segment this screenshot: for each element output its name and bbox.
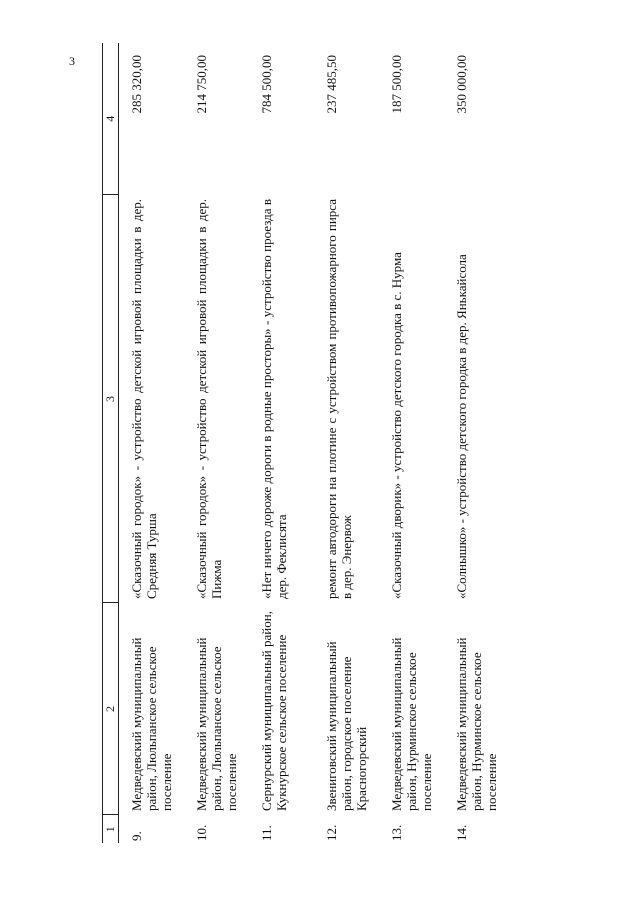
column-header-1: 1 <box>103 815 119 843</box>
project-description-cell: ремонт автодороги на плотине с устройством противопожарного пирса в дер. Энервож <box>324 199 354 599</box>
column-header-2: 2 <box>103 603 119 815</box>
column-header-4: 4 <box>103 43 119 195</box>
rotated-table-container <box>102 43 522 843</box>
row-number: 9. <box>129 831 144 841</box>
amount-cell: 214 750,00 <box>194 55 209 114</box>
row-number: 13. <box>389 824 404 841</box>
municipality-cell: Медведевский муниципальный район, Люльпанское сельское поселение <box>194 637 239 811</box>
municipality-cell: Звениговский муниципальный район, городское поселение Красногорский <box>324 641 369 811</box>
table-header <box>103 43 119 843</box>
table-row <box>119 43 185 843</box>
project-description-cell: «Нет ничего дороже дороги в родные просторы» - устройство проезда в дер. Феклисята <box>259 199 289 599</box>
row-number: 11. <box>259 825 274 841</box>
row-number: 14. <box>454 824 469 841</box>
row-number: 12. <box>324 824 339 841</box>
amount-cell: 187 500,00 <box>389 55 404 114</box>
column-header-3: 3 <box>103 195 119 603</box>
amount-cell: 237 485,50 <box>324 55 339 114</box>
project-description-cell: «Сказочный городок» - устройство детской игровой площадки в дер. Средняя Турша <box>129 199 159 599</box>
municipality-cell: Сернурский муниципальный район, Кукнурское сельское поселение <box>259 611 289 811</box>
amount-cell: 784 500,00 <box>259 55 274 114</box>
header-row <box>103 43 119 843</box>
project-description-cell: «Сказочный городок» - устройство детской игровой площадки в дер. Пижма <box>194 199 224 599</box>
project-description-cell: «Сказочный дворик» - устройство детского городка в с. Нурма <box>389 252 404 599</box>
table-row <box>444 43 509 843</box>
table-row <box>379 43 444 843</box>
table-row <box>314 43 379 843</box>
page-number: 3 <box>69 54 75 68</box>
table-row <box>184 43 249 843</box>
municipality-cell: Медведевский муниципальный район, Люльпанское сельское поселение <box>129 637 174 811</box>
municipality-cell: Медведевский муниципальный район, Нурминское сельское поселение <box>389 637 434 811</box>
municipality-cell: Медведевский муниципальный район, Нурминское сельское поселение <box>454 637 499 811</box>
row-number: 10. <box>194 824 209 841</box>
amount-cell: 285 320,00 <box>129 55 144 114</box>
table-row <box>249 43 314 843</box>
amount-cell: 350 000,00 <box>454 55 469 114</box>
projects-table <box>102 43 509 843</box>
project-description-cell: «Солнышко» - устройство детского городка в дер. Янькайсола <box>454 254 469 599</box>
